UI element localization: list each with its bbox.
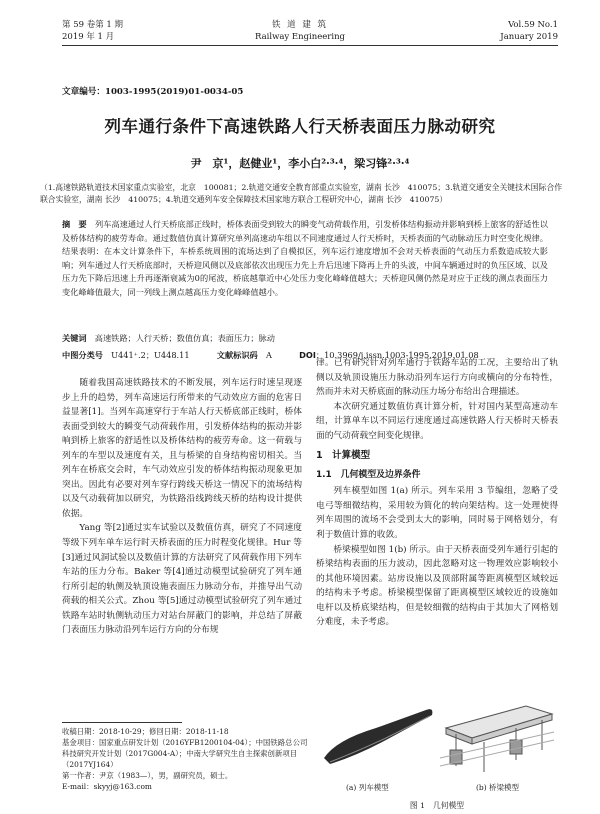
keywords-text: 高速铁路；人行天桥；数值仿真；表面压力；脉动: [94, 333, 275, 343]
affiliations: （1.高速铁路轨道技术国家重点实验室，北京 100081；2.轨道交通安全教育部重点实验室，湖南 长沙 410075；3.轨道交通安全关键技术国际合作联合实验室，湖南 长沙 410075；4.轨道交通列车安全保障技术国家地方联合工程研究中心，湖南 长沙 410075）: [40, 183, 562, 204]
paragraph: 随着我国高速铁路技术的不断发展，列车运行时速呈现逐步上升的趋势，列车高速运行所带来的气动效应方面的危害日益显著[1]。当列车高速穿行于车站人行天桥底部正线时，桥体表面受到较大的瞬变气动荷载作用，引发桥体结构的振动并影响到桥上旅客的舒适性以及桥体结构的疲劳寿命。这一荷载与列车的车型以及速度有关，且与桥梁的自身结构密切相关。当列车在桥底交会时，车气动效应引发的桥体结构振动现象更加突出。因此有必要对列车穿行跨线天桥这一情况下的流场结构以及气动载荷加以研究，为铁路沿线跨线天桥的结构设计提供依据。: [62, 378, 302, 519]
train-model-image: [324, 709, 432, 764]
clc-value: U441⁺.2；U448.11: [111, 350, 190, 360]
paragraph: 列车模型如图 1(a) 所示。列车采用 3 节编组，忽略了受电弓等细微结构，采用较为简化的转向架结构。这一处理使得列车周围的流场不会受到太大的影响，同时易于网格划分，有利于数值计算的收敛。: [316, 486, 558, 541]
figure-1: [316, 688, 558, 796]
journal-name-en: Railway Engineering: [254, 32, 346, 42]
footnotes: [62, 726, 312, 792]
doi-label: DOI: [299, 350, 316, 360]
keywords: [62, 333, 548, 344]
journal-name: 铁 道 建 筑: [271, 20, 329, 30]
figure-caption: 图 1 几何模型: [409, 801, 465, 810]
paper-title: 列车通行条件下高速铁路人行天桥表面压力脉动研究: [104, 117, 496, 136]
paragraph: 律。已有研究针对列车通行于铁路车站的工况，主要给出了轨侧以及轨顶设施压力脉动沿列车运行方向或横向的分布特性，然而并未对天桥底面的脉动压力场分布给出合理描述。: [316, 358, 558, 398]
subsection-heading: 1.1 几何模型及边界条件: [316, 469, 421, 480]
figure-1-graphic: [316, 688, 558, 780]
abstract-text: 列车高速通过人行天桥底部正线时，桥体表面受到较大的瞬变气动荷载作用，引发桥体结构振动并影响到桥上旅客的舒适性以及桥体结构的疲劳寿命。通过数值仿真计算研究单列高速动车组以不同速度通过人行天桥时，天桥表面的气动脉动压力时空变化规律。结果表明：在本文计算条件下，车桥系统周围的流场达到了自模拟区，列车运行速度增加不会对天桥表面的气动压力系数造成较大影响；列车通过人行天桥底部时，天桥迎风侧以及底部依次出现压力先上升后迅速下降再上升的头波，中间车辆通过时的负压区域、以及压力先下降后迅速上升再逐渐衰减为0的尾波，桥底越靠近中心处压力变化峰峰值越大；天桥迎风侧仍然是对应于正线的测点表面压力变化峰峰值最大，同一列线上测点越高压力变化峰峰值越小。: [62, 219, 548, 297]
keywords-label: 关键词: [62, 333, 87, 343]
journal-date: 2019 年 1 月: [62, 32, 115, 42]
email: E-mail：skyyj@163.com: [62, 782, 152, 791]
abstract: [62, 218, 548, 300]
code-label: 文献标识码: [216, 350, 258, 360]
journal-volume: 第 59 卷第 1 期: [62, 20, 124, 30]
code-value: A: [265, 350, 272, 360]
paragraph: Yang 等[2]通过实车试验以及数值仿真，研究了不同速度等级下列车单车运行时天桥表面的压力时程变化规律。Hur 等[3]通过风洞试验以及数值计算的方法研究了风荷载作用下列车车站的压力分布。Baker 等[4]通过动模型试验研究了列车通行所引起的轨侧及轨顶设施表面压力脉动分布，并推导出气动荷载的相关公式。Zhou 等[5]通过动模型试验研究了列车通过铁路车站时轨侧轨动压力对站台屏蔽门的影响，并总结了屏蔽门表面压力脉动沿列车运行方向的分布规: [62, 523, 302, 636]
body-left-column: [62, 376, 302, 638]
fund-info: 基金项目：国家重点研发计划（2016YFB1200104-04）；中国铁路总公司科技研究开发计划（2017G004-A）；中南大学研究生自主探索创新项目（2017YJ164）: [62, 738, 308, 769]
article-id: 文章编号：1003-1995(2019)01-0034-05: [62, 87, 244, 97]
journal-vol-en: Vol.59 No.1: [508, 20, 558, 30]
abstract-label: 摘 要: [62, 219, 87, 229]
body-right-column: [316, 356, 558, 630]
figure-caption-a: (a) 列车模型: [346, 783, 389, 792]
clc-label: 中图分类号: [62, 350, 103, 360]
header-rule: [62, 45, 558, 46]
paragraph: 桥梁模型如图 1(b) 所示。由于天桥表面受列车通行引起的桥梁结构表面的压力波动，因此忽略对这一物理效应影响较小的其他环境因素。站房设施以及顶部附属等距离模型区域较远的结构未予考虑。桥梁模型保留了距离模型区域较近的设施如电杆以及桥底梁结构，但是较细微的结构由于其加大了网格划分难度，未予考虑。: [316, 544, 558, 628]
figure-caption-b: (b) 桥梁模型: [476, 783, 520, 792]
classification: 中图分类号 U441⁺.2；U448.11 文献标识码 A DOI：10.3969/j.issn.1003-1995.2019.01.08: [62, 350, 479, 360]
paragraph: 本次研究通过数值仿真计算分析，针对国内某型高速动车组，计算单车以不同运行速度通过高速铁路人行天桥时天桥表面的气动荷载空间变化规律。: [316, 401, 558, 441]
first-author: 第一作者：尹京（1983—），男，副研究员，硕士。: [62, 771, 233, 780]
received-date: 收稿日期：2018-10-29；修回日期：2018-11-18: [62, 727, 229, 736]
doi-value: 10.3969/j.issn.1003-1995.2019.01.08: [324, 350, 479, 360]
authors: 尹 京¹，赵健业¹，李小白²·³·⁴，梁习锋²·³·⁴: [190, 157, 410, 170]
section-heading: 1 计算模型: [316, 450, 371, 462]
bridge-model-image: [440, 706, 554, 772]
footnote-rule: [62, 722, 182, 723]
journal-date-en: January 2019: [500, 32, 558, 42]
